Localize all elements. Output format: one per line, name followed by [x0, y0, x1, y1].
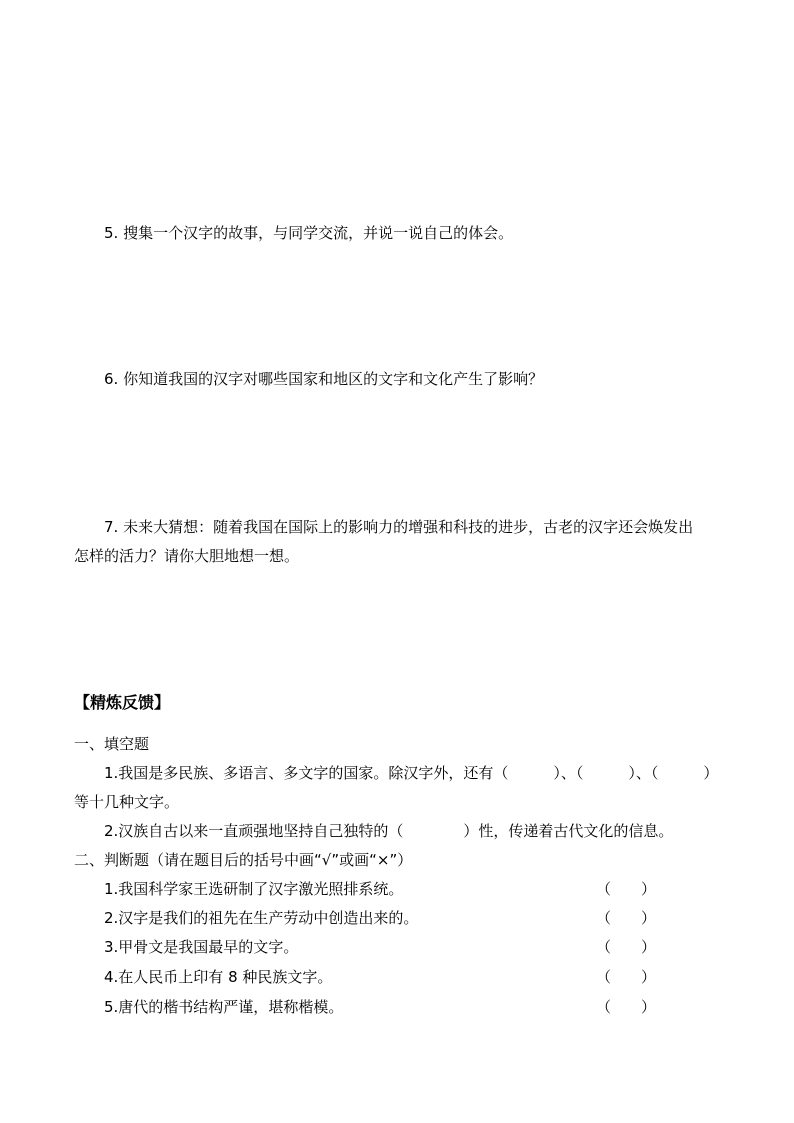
judgment-question: 1.我国科学家王选研制了汉字激光照排系统。 [104, 880, 404, 898]
judgment-question: 5.唐代的楷书结构严谨，堪称楷模。 [104, 998, 344, 1016]
fill-blank-header: 一、填空题 [74, 735, 150, 753]
answer-parentheses: （ ） [596, 938, 657, 956]
fill-blank-item-2: 2.汉族自古以来一直顽强地坚持自己独特的（ ）性，传递着古代文化的信息。 [104, 822, 674, 840]
judgment-item [104, 996, 657, 1018]
judgment-question: 2.汉字是我们的祖先在生产劳动中创造出来的。 [104, 909, 419, 927]
fill-blank-item-1-line-1: 1.我国是多民族、多语言、多文字的国家。除汉字外，还有（ ）、（ ）、（ ） [104, 764, 719, 782]
question-6: 6. 你知道我国的汉字对哪些国家和地区的文字和文化产生了影响？ [104, 370, 544, 388]
judgment-question: 3.甲骨文是我国最早的文字。 [104, 938, 299, 956]
section-title: 【精炼反馈】 [74, 693, 171, 712]
answer-parentheses: （ ） [596, 909, 657, 927]
fill-blank-item-1-line-2: 等十几种文字。 [74, 793, 180, 811]
judgment-item [104, 966, 657, 988]
judgment-item [104, 907, 657, 929]
question-5: 5. 搜集一个汉字的故事，与同学交流，并说一说自己的体会。 [104, 224, 514, 242]
answer-parentheses: （ ） [596, 998, 657, 1016]
judgment-header: 二、判断题（请在题目后的括号中画“√”或画“×”） [74, 851, 413, 869]
answer-parentheses: （ ） [596, 880, 657, 898]
judgment-question: 4.在人民币上印有 8 种民族文字。 [104, 968, 333, 986]
answer-parentheses: （ ） [596, 968, 657, 986]
judgment-item [104, 878, 657, 900]
question-7-line-2: 怎样的活力？请你大胆地想一想。 [74, 547, 300, 565]
judgment-item [104, 936, 657, 958]
question-7-line-1: 7. 未来大猜想：随着我国在国际上的影响力的增强和科技的进步，古老的汉字还会焕发出 [104, 518, 694, 536]
